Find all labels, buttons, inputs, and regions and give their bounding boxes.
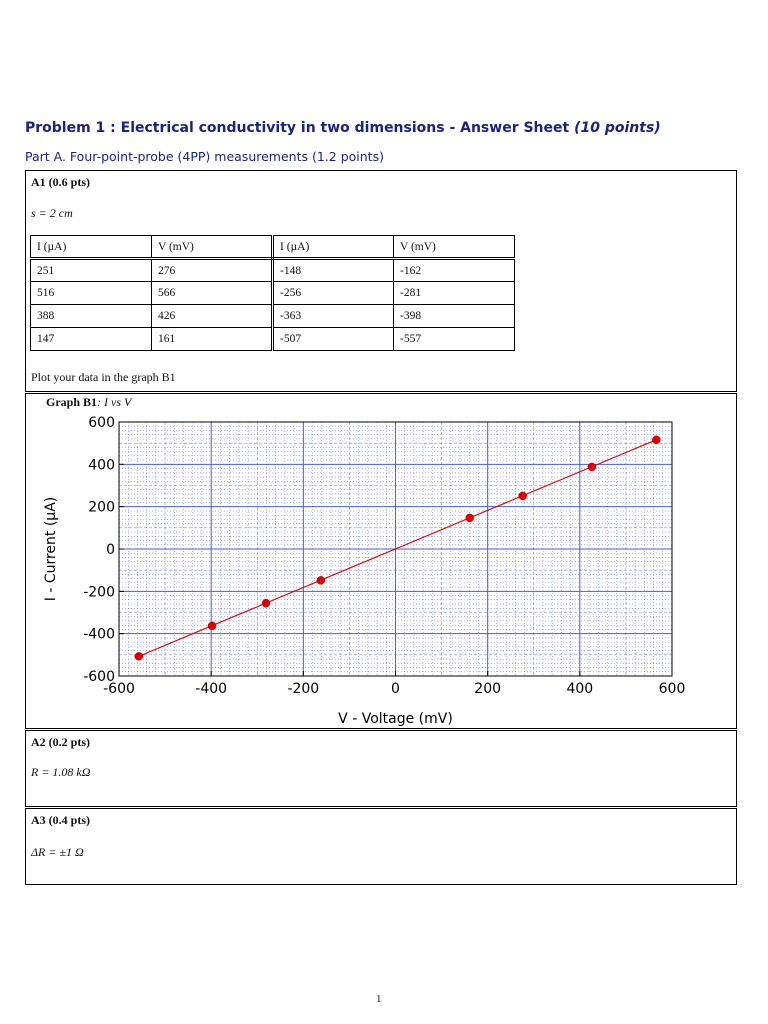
- x-tick-label: -200: [287, 681, 320, 697]
- problem-title-points: (10 points): [574, 120, 661, 136]
- graph-title-bold: Graph B1: [46, 395, 98, 409]
- measurement-table: [30, 235, 515, 351]
- table-cell: -162: [394, 259, 515, 282]
- data-point: [588, 463, 596, 471]
- table-row: [31, 305, 515, 328]
- x-tick-label: 0: [391, 681, 400, 697]
- a1-heading: A1 (0.6 pts): [31, 175, 90, 189]
- a3-answer-box: [25, 808, 737, 885]
- table-cell: 566: [152, 282, 273, 305]
- x-axis-label: V - Voltage (mV): [338, 711, 453, 727]
- graph-b1-box: [25, 393, 737, 729]
- iv-chart: [26, 394, 736, 728]
- graph-title-rest: : I vs V: [97, 395, 132, 409]
- data-point: [135, 652, 143, 660]
- x-tick-label: 200: [474, 681, 502, 697]
- table-row: [31, 282, 515, 305]
- data-point: [652, 436, 660, 444]
- table-row: [31, 259, 515, 282]
- a1-plot-note: Plot your data in the graph B1: [31, 370, 176, 384]
- a2-answer-box: [25, 730, 737, 807]
- data-point: [519, 492, 527, 500]
- data-point: [466, 514, 474, 522]
- table-cell: 276: [152, 259, 273, 282]
- y-axis-label: I - Current (µA): [43, 496, 59, 602]
- table-cell: 516: [31, 282, 152, 305]
- table-cell: -148: [273, 259, 394, 282]
- y-tick-label: 600: [88, 415, 115, 431]
- y-tick-label: -400: [83, 626, 115, 643]
- x-tick-label: -400: [195, 681, 228, 697]
- table-header-row: [31, 236, 515, 259]
- y-tick-label: 0: [106, 542, 115, 558]
- data-point: [262, 599, 270, 607]
- part-a-heading: Part A. Four-point-probe (4PP) measurements (1.2 points): [25, 149, 384, 164]
- x-tick-label: 400: [566, 681, 594, 697]
- table-cell: -281: [394, 282, 515, 305]
- table-cell: 426: [152, 305, 273, 328]
- page-number: 1: [376, 993, 382, 1005]
- y-tick-label: -200: [83, 584, 115, 601]
- y-tick-label: 200: [88, 499, 115, 516]
- data-point: [317, 576, 325, 584]
- x-tick-label: -600: [103, 681, 135, 697]
- a3-heading: A3 (0.4 pts): [31, 813, 90, 827]
- a3-answer: ΔR = ±1 Ω: [31, 845, 84, 859]
- table-row: [31, 328, 515, 351]
- data-point: [208, 622, 216, 630]
- y-tick-label: -600: [83, 669, 115, 685]
- table-cell: 251: [31, 259, 152, 282]
- table-cell: -507: [273, 328, 394, 351]
- table-cell: 161: [152, 328, 273, 351]
- problem-title: [25, 120, 661, 136]
- table-header-cell: I (µA): [273, 236, 394, 259]
- table-cell: -557: [394, 328, 515, 351]
- a2-heading: A2 (0.2 pts): [31, 735, 90, 749]
- table-cell: -398: [394, 305, 515, 328]
- a2-answer: R = 1.08 kΩ: [31, 765, 91, 779]
- table-cell: 147: [31, 328, 152, 351]
- a1-spacing: s = 2 cm: [31, 206, 73, 220]
- table-header-cell: I (µA): [31, 236, 152, 259]
- table-header-cell: V (mV): [394, 236, 515, 259]
- a1-answer-box: [25, 170, 737, 392]
- y-tick-label: 400: [88, 457, 115, 474]
- x-tick-label: 600: [658, 681, 686, 697]
- problem-title-text: Problem 1 : Electrical conductivity in two dimensions - Answer Sheet: [25, 120, 570, 136]
- fit-line: [139, 440, 657, 657]
- table-cell: -256: [273, 282, 394, 305]
- table-cell: -363: [273, 305, 394, 328]
- table-header-cell: V (mV): [152, 236, 273, 259]
- table-cell: 388: [31, 305, 152, 328]
